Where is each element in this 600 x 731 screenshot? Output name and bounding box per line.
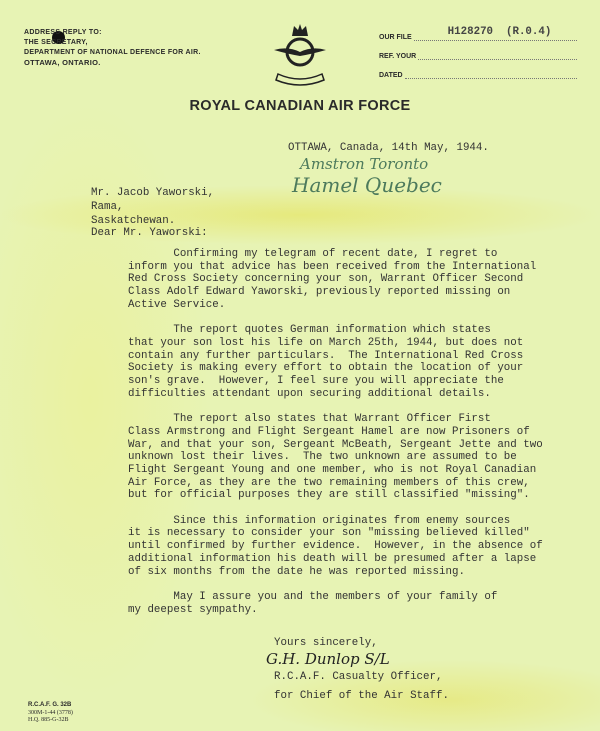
our-file-label: OUR FILE	[379, 34, 412, 41]
date-line: OTTAWA, Canada, 14th May, 1944.	[288, 142, 489, 154]
organization-title: ROYAL CANADIAN AIR FORCE	[189, 98, 411, 114]
signatory-for: for Chief of the Air Staff.	[274, 690, 449, 702]
recipient-line: Rama,	[91, 201, 124, 213]
body-paragraph: May I assure you and the members of your family of my deepest sympathy.	[128, 590, 498, 616]
file-reference-block	[379, 22, 577, 79]
handwritten-note: Amstron Toronto	[300, 155, 429, 173]
address-line: ADDRESS REPLY TO:	[24, 29, 102, 36]
our-file-value: H128270 (R.0.4)	[447, 26, 552, 38]
body-paragraph: Confirming my telegram of recent date, I regret to inform you that advice has been received from the International Red Cross Society concerning your son, Warrant Officer Second Class Adolf Edward Yaworski, previously reported missing on Active Service.	[128, 248, 537, 311]
body-paragraph: The report quotes German information which states that your son lost his life on March 25th, 1944, but does not contain any further particulars. The International Red Cross Society is making every effort to obtain the location of your son's grave. However, I feel sure you will appreciate the difficulties attendant upon securing additional details.	[128, 324, 524, 400]
letter-body	[128, 248, 543, 616]
valediction: Yours sincerely,	[274, 637, 378, 649]
our-file-row	[379, 22, 577, 41]
form-number	[28, 702, 73, 725]
ref-your-row	[379, 41, 577, 60]
reply-address	[24, 28, 201, 68]
rcaf-crest-icon	[270, 20, 330, 86]
address-line: DEPARTMENT OF NATIONAL DEFENCE FOR AIR.	[24, 49, 201, 56]
handwritten-note: Hamel Quebec	[292, 173, 442, 197]
body-paragraph: The report also states that Warrant Officer First Class Armstrong and Flight Sergeant Hamel are now Prisoners of War, and that your son, Sergeant McBeath, Sergeant Jette and two unknown lost their lives. The two unknown are assumed to be Flight Sergeant Young and one member, who is not Royal Canadian Air Force, as they are the two remaining members of this crew, but for official purposes they are still classified "missing".	[128, 413, 543, 502]
recipient-line: Mr. Jacob Yaworski,	[91, 187, 215, 199]
recipient-address	[91, 186, 214, 228]
body-paragraph: Since this information originates from enemy sources it is necessary to consider your son "missing believed killed" until confirmed by further evidence. However, in the absence of additional information his death will be presumed after a lapse of six months from the date he was reported missing.	[128, 514, 543, 578]
form-line: 300M-1-44 (3778)	[28, 709, 73, 716]
form-line: H.Q. 885-G-32B	[28, 717, 69, 723]
dated-row	[379, 60, 577, 79]
signature: G.H. Dunlop S/L	[266, 650, 390, 668]
form-line: R.C.A.F. G. 32B	[28, 702, 72, 708]
address-line: OTTAWA, ONTARIO.	[24, 58, 101, 67]
recipient-line: Saskatchewan.	[91, 215, 176, 227]
address-line: THE SECRETARY,	[24, 39, 88, 46]
dated-label: DATED	[379, 72, 403, 79]
signatory-title: R.C.A.F. Casualty Officer,	[274, 671, 443, 683]
ref-your-label: REF. YOUR	[379, 53, 417, 60]
salutation: Dear Mr. Yaworski:	[91, 227, 208, 239]
